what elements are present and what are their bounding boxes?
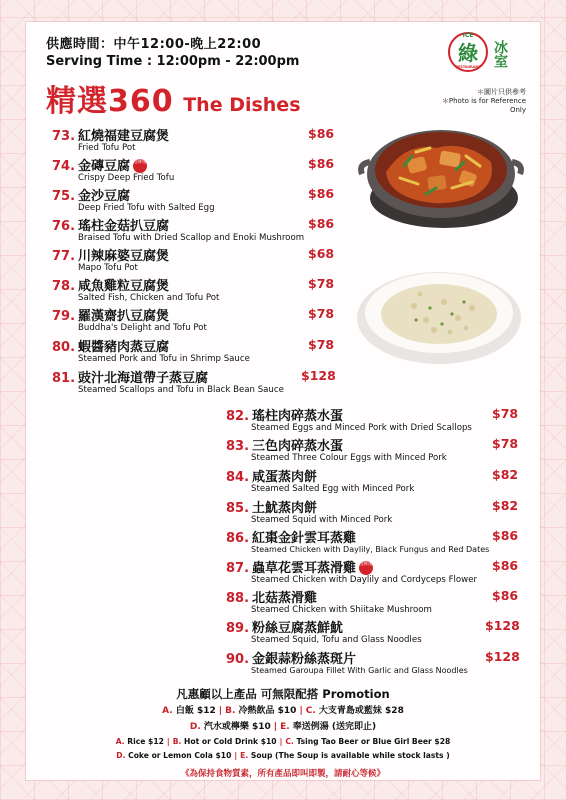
item-name-cn: 豉汁北海道帶子蒸豆腐 [78, 371, 209, 386]
item-number: 88. [226, 591, 250, 606]
promotion-en-line-1: A. Rice $12 | B. Hot or Cold Drink $10 | C. Tsing Tao Beer or Blue Girl Beer $28 [115, 737, 451, 746]
promo-key: C. [305, 706, 316, 716]
item-number: 85. [226, 501, 250, 516]
promo-option: 汽水或檸樂 $10 [203, 722, 271, 732]
item-price: $78 [492, 436, 519, 451]
item-number: 82. [226, 409, 250, 424]
steamed-tofu-illustration [354, 258, 524, 368]
item-number: 90. [226, 652, 250, 667]
item-number: 76. [52, 219, 76, 234]
promo-key: D. [189, 722, 201, 732]
item-name-cn: 金沙豆腐 [78, 189, 131, 204]
page-title [46, 76, 301, 120]
item-name-cn: 土魷蒸肉餅 [252, 501, 318, 516]
item-number: 87. [226, 561, 250, 576]
promo-option: Soup (The Soup is available while stock lasts ) [250, 751, 450, 760]
promo-key: B. [172, 737, 182, 746]
photo-reference-note [426, 88, 526, 115]
item-name-en: Salted Fish, Chicken and Tofu Pot [78, 293, 220, 303]
recommended-badge: 招牌推介 [133, 159, 147, 173]
item-name-en: Steamed Chicken with Shiitake Mushroom [251, 605, 432, 615]
item-name-en: Steamed Squid, Tofu and Glass Noodles [251, 635, 422, 645]
item-name-en: Steamed Three Colour Eggs with Minced Pork [251, 453, 447, 463]
item-name-cn: 咸蛋蒸肉餅 [252, 470, 318, 485]
promotion-cn-line-2: D. 汽水或檸樂 $10 | E. 奉送例湯 (送完即止) [189, 722, 377, 732]
promo-option: Coke or Lemon Cola $10 [128, 751, 232, 760]
promo-option: 白飯 $12 [175, 706, 216, 716]
page-title-en: The Dishes [183, 94, 301, 116]
item-price: $128 [301, 368, 336, 383]
item-price: $86 [308, 156, 335, 171]
promo-key: C. [285, 737, 294, 746]
item-name-en: Steamed Squid with Minced Pork [251, 515, 393, 525]
item-name-cn: 三色肉碎蒸水蛋 [252, 439, 344, 454]
item-name-cn: 金銀蒜粉絲蒸斑片 [252, 652, 357, 667]
item-name-en: Steamed Scallops and Tofu in Black Bean Sauce [78, 385, 284, 395]
item-number: 74. [52, 159, 76, 174]
item-number: 77. [52, 249, 76, 264]
item-name-cn: 川辣麻婆豆腐煲 [78, 249, 170, 264]
menu-item [52, 367, 208, 386]
menu-item [226, 405, 343, 424]
menu-item [52, 155, 152, 174]
item-number: 81. [52, 371, 76, 386]
promo-key: D. [116, 751, 126, 760]
menu-item [52, 245, 169, 264]
item-name-en: Buddha's Delight and Tofu Pot [78, 323, 207, 333]
promo-key: B. [225, 706, 236, 716]
item-number: 75. [52, 189, 76, 204]
item-name-cn: 瑤柱肉碎蒸水蛋 [252, 409, 344, 424]
menu-item [226, 435, 343, 454]
logo-bottom-text: RESTAURANT [455, 65, 481, 69]
item-name-en: Steamed Pork and Tofu in Shrimp Sauce [78, 354, 250, 364]
restaurant-logo [446, 24, 516, 84]
menu-item [52, 275, 169, 294]
menu-item [226, 527, 356, 546]
item-price: $86 [308, 216, 335, 231]
item-name-cn: 瑤柱金菇扒豆腐 [78, 219, 170, 234]
item-number: 89. [226, 621, 250, 636]
serving-time-cn: 供應時間：中午12:00-晚上22:00 [46, 37, 262, 52]
menu-item [52, 336, 169, 355]
promo-option: 冷熱飲品 $10 [238, 706, 297, 716]
item-price: $68 [308, 246, 335, 261]
item-name-cn: 蝦醬豬肉蒸豆腐 [78, 340, 170, 355]
recommended-badge: 招牌推介 [359, 561, 373, 575]
menu-item [52, 125, 169, 144]
footer-note: 《為保持食物質素，所有產品即叫即製，請耐心等候》 [180, 769, 385, 779]
menu-item [226, 648, 356, 667]
item-price: $86 [492, 588, 519, 603]
item-name-cn: 粉絲豆腐蒸鮮魷 [252, 621, 344, 636]
item-price: $86 [492, 528, 519, 543]
photo-reference-cn: ＊圖片只供參考 [477, 88, 526, 96]
item-name-en: Steamed Salted Egg with Minced Pork [251, 484, 415, 494]
item-price: $78 [308, 306, 335, 321]
item-name-cn: 北菇蒸滑雞 [252, 591, 318, 606]
item-number: 83. [226, 439, 250, 454]
menu-item [226, 587, 317, 606]
item-name-en: Mapo Tofu Pot [78, 263, 138, 273]
item-price: $128 [485, 649, 520, 664]
menu-item [226, 497, 317, 516]
item-price: $82 [492, 498, 519, 513]
logo-top-text: ICE [462, 32, 474, 39]
page-title-cn: 精選360 [46, 84, 174, 119]
item-name-en: Crispy Deep Fried Tofu [78, 173, 175, 183]
tofu-pot-illustration [356, 112, 526, 240]
item-name-en: Steamed Chicken with Daylily and Cordyceps Flower [251, 575, 478, 585]
item-name-cn: 蟲草花雲耳蒸滑雞 [252, 561, 357, 576]
item-price: $78 [308, 276, 335, 291]
item-price: $86 [308, 186, 335, 201]
menu-item [226, 557, 378, 576]
promo-option: Rice $12 [127, 737, 164, 746]
item-name-cn: 紅棗金針雲耳蒸雞 [252, 531, 357, 546]
item-price: $86 [492, 558, 519, 573]
promo-option: Tsing Tao Beer or Blue Girl Beer $28 [296, 737, 451, 746]
item-number: 86. [226, 531, 250, 546]
item-name-en: Fried Tofu Pot [78, 143, 136, 153]
promo-key: E. [240, 751, 249, 760]
promo-key: A. [115, 737, 125, 746]
logo-side-text: 冰室 [492, 40, 508, 68]
item-number: 80. [52, 340, 76, 355]
item-name-cn: 紅燒福建豆腐煲 [78, 129, 170, 144]
promo-option: Hot or Cold Drink $10 [184, 737, 277, 746]
item-number: 78. [52, 279, 76, 294]
item-price: $82 [492, 467, 519, 482]
item-number: 84. [226, 470, 250, 485]
menu-item [52, 305, 169, 324]
promo-option: 大支青島或藍妹 $28 [318, 706, 404, 716]
menu-item [52, 185, 130, 204]
photo-reference-en: ＊Photo is for Reference Only [441, 97, 526, 114]
item-name-en: Deep Fried Tofu with Salted Egg [78, 203, 215, 213]
item-name-en: Braised Tofu with Dried Scallop and Enoki Mushroom [78, 233, 305, 243]
logo-main-text: 綠 [458, 41, 478, 65]
serving-time-en: Serving Time : 12:00pm - 22:00pm [46, 54, 300, 69]
menu-item [226, 617, 343, 636]
promotion-title: 凡惠顧以上產品 可無限配搭 Promotion [176, 687, 390, 701]
promotion-en-line-2: D. Coke or Lemon Cola $10 | E. Soup (The Soup is available while stock lasts ) [116, 751, 450, 760]
promotion-cn-line-1: A. 白飯 $12 | B. 冷熱飲品 $10 | C. 大支青島或藍妹 $28 [162, 706, 404, 716]
item-name-en: Steamed Chicken with Daylily, Black Fungus and Red Dates [251, 545, 490, 554]
menu-item [52, 215, 169, 234]
item-price: $78 [308, 337, 335, 352]
item-name-cn: 咸魚雞粒豆腐煲 [78, 279, 170, 294]
promo-key: A. [162, 706, 173, 716]
menu-item [226, 466, 317, 485]
item-price: $128 [485, 618, 520, 633]
promo-option: 奉送例湯 (送完即止) [292, 722, 377, 732]
item-name-en: Steamed Eggs and Minced Pork with Dried Scallops [251, 423, 472, 433]
item-number: 79. [52, 309, 76, 324]
item-price: $86 [308, 126, 335, 141]
item-name-cn: 金磚豆腐 [78, 159, 131, 174]
item-name-cn: 羅漢齋扒豆腐煲 [78, 309, 170, 324]
item-number: 73. [52, 129, 76, 144]
promo-key: E. [280, 722, 290, 732]
item-name-en: Steamed Garoupa Fillet With Garlic and Glass Noodles [251, 666, 468, 675]
item-price: $78 [492, 406, 519, 421]
